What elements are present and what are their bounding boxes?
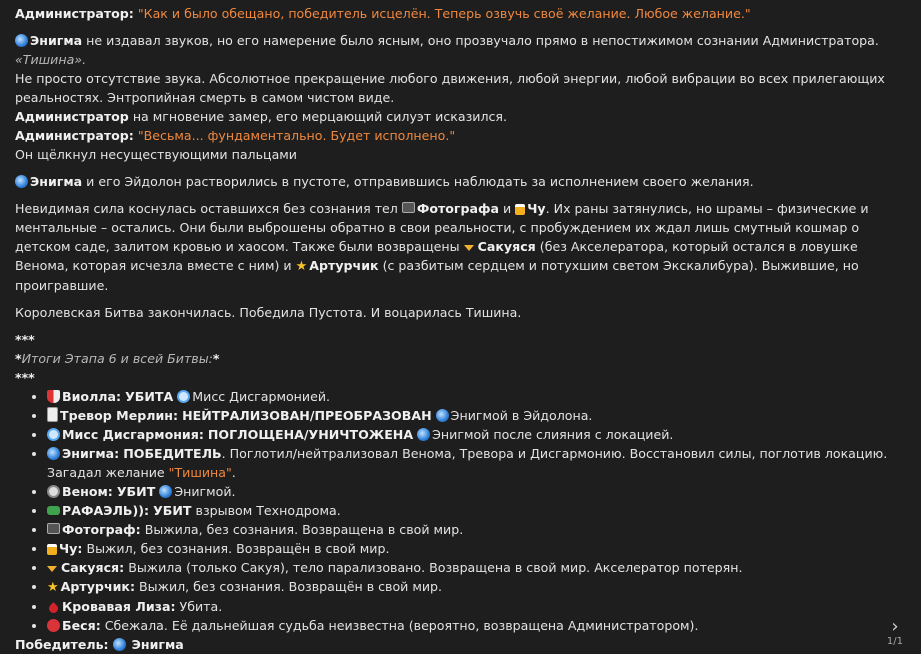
result-name: Чу: [59, 541, 83, 556]
result-text: взрывом Технодрома. [195, 503, 341, 518]
result-quote: "Тишина" [168, 465, 232, 480]
enigma-icon [15, 175, 28, 188]
result-name: Энигма: [62, 446, 120, 461]
paragraph-dissolve [15, 172, 895, 191]
winner-name: Энигма [131, 637, 184, 652]
text-line: реальностях. Энтропийная смерть в самом чистом виде. [15, 90, 395, 105]
name-sakuya: Сакуяся [477, 239, 536, 254]
result-item [47, 482, 895, 501]
result-status: УБИТ [116, 484, 156, 499]
asterisk: * [15, 351, 22, 366]
wish-text: не издавал звуков, но его намерение было ясным, оно прозвучало прямо в непостижимом сознании Администратора. [86, 33, 879, 48]
name-enigma: Энигма [30, 33, 83, 48]
speaker-admin: Администратор: [15, 6, 134, 21]
text-line: Он щёлкнул несуществующими пальцами [15, 147, 297, 162]
result-name: Артурчик: [60, 579, 135, 594]
hourglass-icon [47, 566, 57, 572]
next-arrow-icon[interactable]: › [891, 616, 899, 637]
result-text: Сбежала. Её дальнейшая судьба неизвестна (вероятно, возвращена Администратором). [104, 618, 699, 633]
result-text: Энигмой после слияния с локацией. [432, 427, 674, 442]
enigma-icon [47, 447, 60, 460]
card-icon [47, 407, 58, 422]
result-text: Выжила (только Сакуя), тело парализовано. Возвращена в свой мир. Акселератор потерян. [128, 560, 743, 575]
text-line: на мгновение замер, его мерцающий силуэт исказился. [132, 109, 508, 124]
result-text: . Поглотил/нейтрализовал Венома, Тревора и Дисгармонию. Восстановил силы, поглотив локацию. Загадал желание [47, 446, 888, 480]
result-name: Веном: [62, 484, 113, 499]
paragraph-ending: Королевская Битва закончилась. Победила Пустота. И воцарилась Тишина. [15, 305, 522, 320]
name-enigma: Энигма [30, 174, 83, 189]
summary-header [15, 330, 895, 387]
ring-icon [47, 428, 60, 441]
result-text: Энигмой. [174, 484, 236, 499]
result-text: Энигмой в Эйдолона. [450, 408, 593, 423]
result-item [47, 558, 895, 577]
paragraph-survivors [15, 199, 895, 295]
name-arturchik: Артурчик [309, 258, 379, 273]
text-line: кровью и хаосом. Также были возвращены [172, 239, 460, 254]
result-tail: . [231, 465, 236, 480]
speaker-admin: Администратор: [15, 128, 134, 143]
camera-icon [47, 523, 60, 534]
results-list [15, 387, 895, 635]
separator: *** [15, 332, 35, 347]
summary-title: Итоги Этапа 6 и всей Битвы: [21, 351, 213, 366]
result-item [47, 616, 895, 635]
admin-quote: "Весьма... фундаментально. Будет исполнено." [137, 128, 456, 143]
result-item [47, 444, 895, 482]
result-item [47, 425, 895, 444]
result-item [47, 501, 895, 520]
enigma-icon [436, 409, 449, 422]
result-name: Беся: [62, 618, 101, 633]
result-item [47, 539, 895, 558]
enigma-icon [113, 638, 126, 651]
result-text: Мисс Дисгармонией. [192, 389, 331, 404]
result-status: НЕЙТРАЛИЗОВАН/ПРЕОБРАЗОВАН [182, 408, 432, 423]
pager [887, 618, 903, 647]
result-item [47, 520, 895, 539]
beer-icon [515, 204, 525, 215]
result-name: Сакуяся: [61, 560, 125, 575]
summary-title-line [15, 349, 895, 368]
crocodile-icon [47, 506, 60, 515]
asterisk: * [212, 351, 220, 366]
text-line: Невидимая сила коснулась оставшихся без сознания тел [15, 201, 398, 216]
paragraph-admin-promise [15, 4, 895, 23]
result-name: Мисс Дисгармония: [62, 427, 204, 442]
result-name: Фотограф: [62, 522, 141, 537]
result-text: Выжил, без сознания. Возвращён в свой мир. [86, 541, 390, 556]
result-status: ПОГЛОЩЕНА/УНИЧТОЖЕНА [207, 427, 414, 442]
shield-icon [47, 390, 60, 403]
winner-label: Победитель: [15, 637, 109, 652]
separator: *** [15, 370, 35, 385]
devil-icon [47, 619, 60, 632]
text-line: Не просто отсутствие звука. Абсолютное прекращение любого движения, любой энергии, любой вибрации во всех прилегающих [15, 71, 885, 86]
star-icon: ★ [47, 580, 59, 595]
text-line: и его Эйдолон растворились в пустоте, отправившись наблюдать за исполнением своего желания. [86, 174, 754, 189]
result-item [47, 406, 895, 425]
page-counter: 1/1 [886, 636, 903, 647]
result-name: Виолла: [62, 389, 122, 404]
text-line: остались. Они были выброшены обратно в свои реальности, с пробуждением их ждал лишь смутный кошмар о детском саде, залитом [15, 220, 860, 254]
speaker-admin: Администратор [15, 109, 129, 124]
enigma-icon [15, 34, 28, 47]
result-name: Кровавая Лиза: [62, 599, 176, 614]
text-line: (с разбитым сердцем и потухшим светом Экскалибура). Выжившие, но проигравшие. [15, 258, 859, 293]
winner-line [15, 635, 895, 654]
result-name: Тревор Мерлин: [60, 408, 179, 423]
camera-icon [402, 202, 415, 213]
result-text: Выжил, без сознания. Возвращён в свой мир. [139, 579, 443, 594]
result-item [47, 387, 895, 406]
paragraph-wish [15, 31, 895, 164]
admin-quote: "Как и было обещано, победитель исцелён. Теперь озвучь своё желание. Любое желание." [137, 6, 751, 21]
chat-message [15, 4, 895, 654]
hourglass-icon [464, 245, 474, 251]
result-status: УБИТА [125, 389, 174, 404]
name-photographer: Фотографа [416, 201, 500, 216]
enigma-icon [159, 485, 172, 498]
result-status: ПОБЕДИТЕЛЬ [123, 446, 222, 461]
text-line: и [503, 201, 512, 216]
result-item [47, 577, 895, 597]
blood-drop-icon [47, 602, 60, 615]
enigma-icon [417, 428, 430, 441]
result-status: УБИТ [153, 503, 192, 518]
name-chu: Чу [527, 201, 546, 216]
text-line: (без Акселератора, который остался в ловушке Венома, которая исчезла вместе с ним) и [15, 239, 858, 273]
ring-icon [177, 390, 190, 403]
star-icon: ★ [295, 259, 308, 274]
result-text: Убита. [179, 599, 223, 614]
result-item [47, 597, 895, 616]
result-text: Выжила, без сознания. Возвращена в свой мир. [144, 522, 464, 537]
text-line: . Их раны затянулись, но шрамы – физические и ментальные – [15, 201, 869, 235]
wish-quote: «Тишина». [15, 52, 87, 67]
eye-icon [47, 485, 60, 498]
result-name: РАФАЭЛЬ)): [62, 503, 150, 518]
beer-icon [47, 544, 57, 555]
